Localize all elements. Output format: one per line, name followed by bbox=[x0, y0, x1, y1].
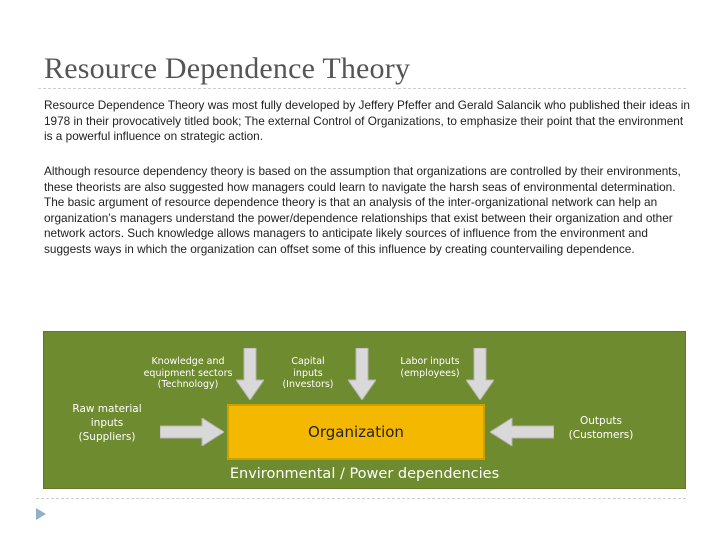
paragraph-2: Although resource dependency theory is based on the assumption that organizations are controlled by their environments, these theorists are also suggested how managers could learn to navigate the harsh seas of environmental determination. The basic argument of resource dependence theory is that an analysis of the inter-organizational network can help an organization’s managers understand the power/dependence relationships that exist between their organization and other network actors. Such knowledge allows managers to anticipate likely sources of influence from the environment and suggests ways in which the organization can offset some of this influence by creating countervailing dependence. bbox=[44, 164, 681, 256]
outputs-label-line1: Outputs bbox=[580, 415, 622, 427]
labor-label-line1: Labor inputs bbox=[400, 356, 460, 367]
down-arrow-icon bbox=[236, 348, 264, 400]
knowledge-label-line3: (Technology) bbox=[157, 379, 219, 390]
knowledge-label-line2: equipment sectors bbox=[143, 367, 233, 379]
raw-material-label-line1: Raw material bbox=[72, 403, 142, 415]
capital-label-line1: Capital bbox=[291, 356, 325, 367]
footer-divider bbox=[36, 498, 686, 499]
raw-material-label-line2: inputs bbox=[90, 417, 124, 429]
raw-material-label bbox=[62, 402, 152, 444]
organization-label: Organization bbox=[308, 423, 404, 441]
nav-triangle-icon bbox=[36, 508, 46, 520]
dependency-diagram bbox=[43, 331, 686, 489]
labor-label-line2: (employees) bbox=[400, 367, 460, 379]
environmental-dependencies-label: Environmental / Power dependencies bbox=[229, 466, 500, 482]
capital-label-line3: (Investors) bbox=[282, 379, 334, 390]
paragraph-1: Resource Dependence Theory was most fully developed by Jeffery Pfeffer and Gerald Salancik who published their ideas in 1978 in their provocatively titled book; The external Control of Organizations, to emphasize their point that the environment is a powerful influence on strategic action. bbox=[44, 98, 690, 143]
down-arrow-icon bbox=[466, 348, 494, 400]
down-arrow-icon bbox=[348, 348, 376, 400]
outputs-label bbox=[556, 414, 646, 442]
knowledge-label bbox=[138, 356, 238, 391]
title-divider bbox=[38, 88, 686, 89]
knowledge-label-line1: Knowledge and bbox=[151, 356, 225, 367]
organization-box bbox=[227, 404, 485, 460]
right-arrow-icon bbox=[160, 418, 224, 446]
labor-label bbox=[394, 356, 466, 379]
slide-title: Resource Dependence Theory bbox=[44, 52, 411, 85]
raw-material-label-line3: (Suppliers) bbox=[78, 431, 136, 443]
capital-label bbox=[278, 356, 338, 391]
left-arrow-icon bbox=[490, 418, 554, 446]
capital-label-line2: inputs bbox=[293, 367, 323, 379]
outputs-label-line2: (Customers) bbox=[568, 429, 634, 441]
